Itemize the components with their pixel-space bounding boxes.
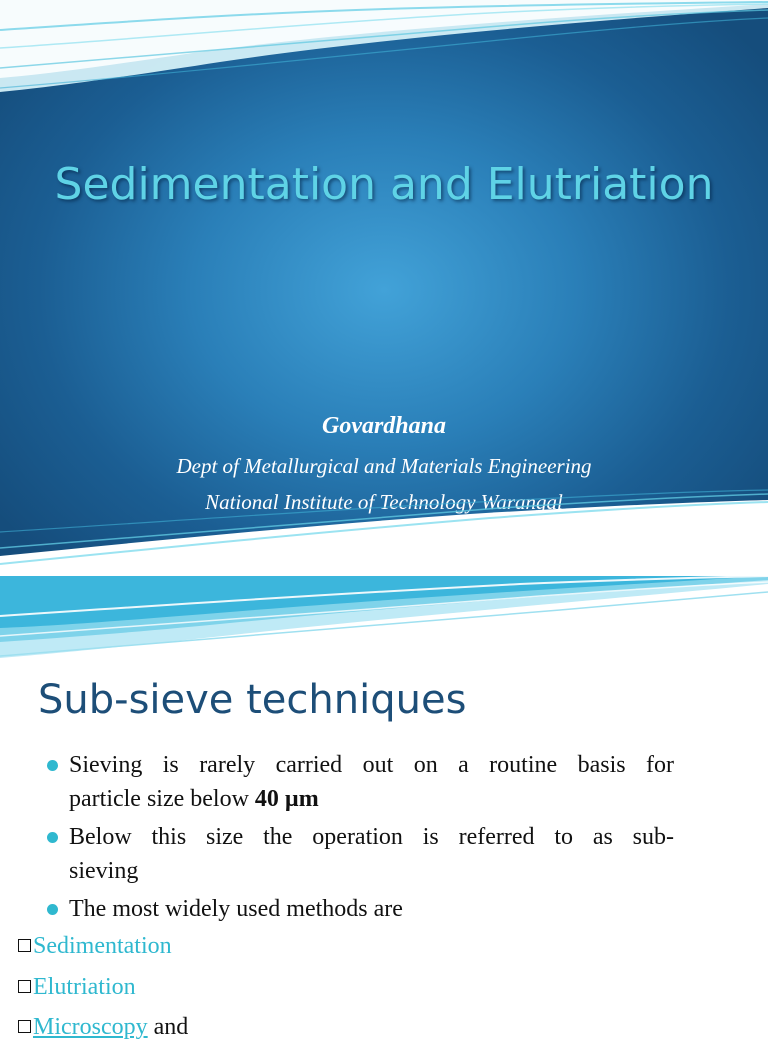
checkbox-square-icon [18,1020,31,1033]
slide-title: Sedimentation and Elutriation [54,159,714,210]
bullet-item-sub-sieving [69,820,674,888]
top-wave-decoration [0,0,768,110]
method-label: Sedimentation [33,933,172,959]
bullet-dot-icon [47,760,58,771]
bottom-wave-decoration [0,486,768,576]
bullet-text-line: Sieving is rarely carried out on a routine basis for [69,752,674,778]
bullet-text-prefix: particle size below [69,786,255,812]
content-slide [0,576,768,1040]
bullet-dot-icon [47,832,58,843]
method-item-microscopy [18,1010,188,1044]
checkbox-square-icon [18,980,31,993]
bullet-item-methods [69,892,674,926]
author-name: Govardhana [321,413,447,439]
checkbox-square-icon [18,939,31,952]
method-label-link[interactable]: Microscopy [33,1014,148,1040]
size-value: 40 µm [254,786,319,812]
method-suffix: and [147,1014,189,1040]
bullet-text-line [69,786,319,812]
bullet-dot-icon [47,904,58,915]
bullet-text-line: Below this size the operation is referred to as sub- [69,824,674,850]
slide-heading: Sub-sieve techniques [38,677,467,723]
bullet-text-line: sieving [69,858,139,884]
method-item-sedimentation [18,929,172,963]
affiliation-institute: National Institute of Technology Warangal [205,490,563,514]
bullet-text-line: The most widely used methods are [69,896,403,922]
method-item-elutriation [18,970,136,1004]
method-label: Elutriation [33,974,136,1000]
bullet-item-sieving [69,748,674,816]
affiliation-department: Dept of Metallurgical and Materials Engineering [176,454,592,478]
slide2-wave-decoration [0,576,768,666]
